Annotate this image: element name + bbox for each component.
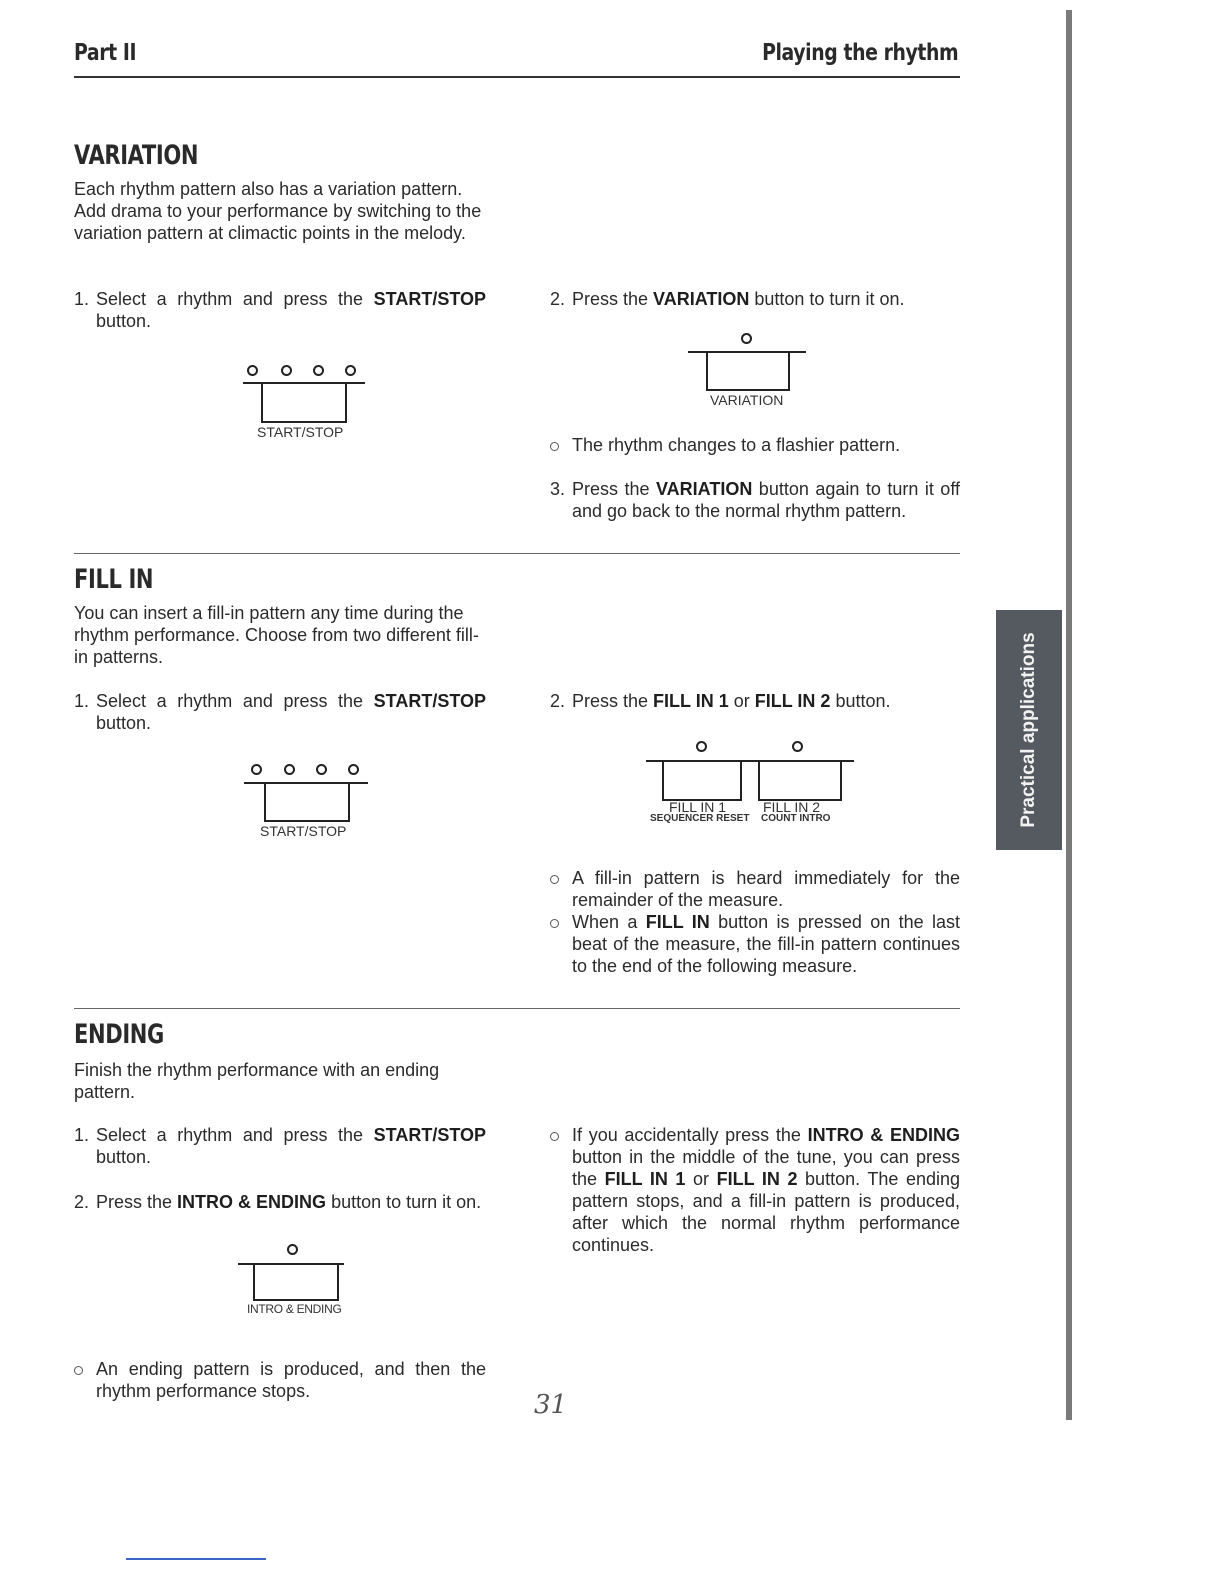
variation-intro: Each rhythm pattern also has a variation pattern. Add drama to your performance by switching to the variation pattern at climactic points in the melody. bbox=[74, 179, 482, 243]
variation-step-1: 1. Select a rhythm and press the START/STOP button. bbox=[74, 289, 486, 331]
start-stop-button[interactable] bbox=[261, 383, 347, 423]
fill-in-bullet-1: A fill-in pattern is heard immediately for the remainder of the measure. bbox=[550, 867, 960, 911]
led-indicator bbox=[696, 741, 707, 752]
led-indicator bbox=[281, 365, 292, 376]
chapter-title: Playing the rhythm bbox=[761, 40, 958, 66]
ending-step-2: 2. Press the INTRO & ENDING button to turn it on. bbox=[74, 1192, 482, 1212]
ending-heading: ENDING bbox=[74, 1019, 164, 1050]
led-indicator bbox=[741, 333, 752, 344]
count-intro-caption: COUNT INTRO bbox=[761, 813, 831, 824]
ending-intro: Finish the rhythm performance with an ending pattern. bbox=[74, 1060, 440, 1102]
scan-artifact-line bbox=[126, 1558, 266, 1560]
led-indicator bbox=[284, 764, 295, 775]
section-tab bbox=[996, 610, 1062, 850]
fill-in-1-button[interactable] bbox=[662, 761, 742, 801]
led-indicator bbox=[287, 1244, 298, 1255]
section-divider bbox=[74, 553, 960, 554]
section-divider bbox=[74, 1008, 960, 1009]
start-stop-caption: START/STOP bbox=[260, 823, 347, 839]
variation-heading: VARIATION bbox=[74, 140, 199, 171]
fill-in-2-button[interactable] bbox=[758, 761, 842, 801]
variation-caption: VARIATION bbox=[710, 392, 784, 408]
led-indicator bbox=[348, 764, 359, 775]
ending-note-bullet: If you accidentally press the INTRO & ENDING button in the middle of the tune, you can press the FILL IN 1 or FILL IN 2 button. The ending pattern stops, and a fill-in pattern is produced, after which the normal rhythm performance continues. bbox=[550, 1124, 960, 1256]
page-edge bbox=[1066, 10, 1072, 1420]
led-indicator bbox=[345, 365, 356, 376]
led-indicator bbox=[251, 764, 262, 775]
fill-in-heading: FILL IN bbox=[74, 564, 154, 595]
variation-step-2: 2. Press the VARIATION button to turn it on. bbox=[550, 289, 905, 309]
sequencer-reset-caption: SEQUENCER RESET bbox=[650, 813, 750, 824]
led-indicator bbox=[792, 741, 803, 752]
fill-in-bullet-2: When a FILL IN button is pressed on the last beat of the measure, the fill-in pattern continues to the end of the following measure. bbox=[550, 911, 960, 977]
part-label: Part II bbox=[74, 40, 137, 66]
led-indicator bbox=[316, 764, 327, 775]
fill-in-intro: You can insert a fill-in pattern any time during the rhythm performance. Choose from two different fill-in patterns. bbox=[74, 603, 479, 667]
variation-step-3: 3. Press the VARIATION button again to turn it off and go back to the normal rhythm pattern. bbox=[550, 479, 960, 521]
section-tab-label: Practical applications bbox=[1018, 632, 1039, 828]
led-indicator bbox=[247, 365, 258, 376]
fill-in-1-caption: FILL IN 1 bbox=[669, 799, 727, 815]
fill-in-step-2: 2. Press the FILL IN 1 or FILL IN 2 button. bbox=[550, 691, 891, 711]
variation-bullet: The rhythm changes to a flashier pattern. bbox=[550, 434, 960, 456]
ending-step-1: 1. Select a rhythm and press the START/STOP button. bbox=[74, 1125, 486, 1167]
page-number: 31 bbox=[534, 1390, 568, 1420]
led-indicator bbox=[313, 365, 324, 376]
header-rule bbox=[74, 76, 960, 78]
fill-in-2-caption: FILL IN 2 bbox=[763, 799, 821, 815]
start-stop-caption: START/STOP bbox=[257, 424, 344, 440]
intro-ending-caption: INTRO & ENDING bbox=[247, 1302, 342, 1316]
ending-bullet: An ending pattern is produced, and then the rhythm performance stops. bbox=[74, 1358, 486, 1402]
intro-ending-button[interactable] bbox=[253, 1264, 339, 1301]
start-stop-button[interactable] bbox=[264, 783, 350, 822]
variation-button[interactable] bbox=[706, 352, 790, 391]
fill-in-step-1: 1. Select a rhythm and press the START/STOP button. bbox=[74, 691, 486, 733]
